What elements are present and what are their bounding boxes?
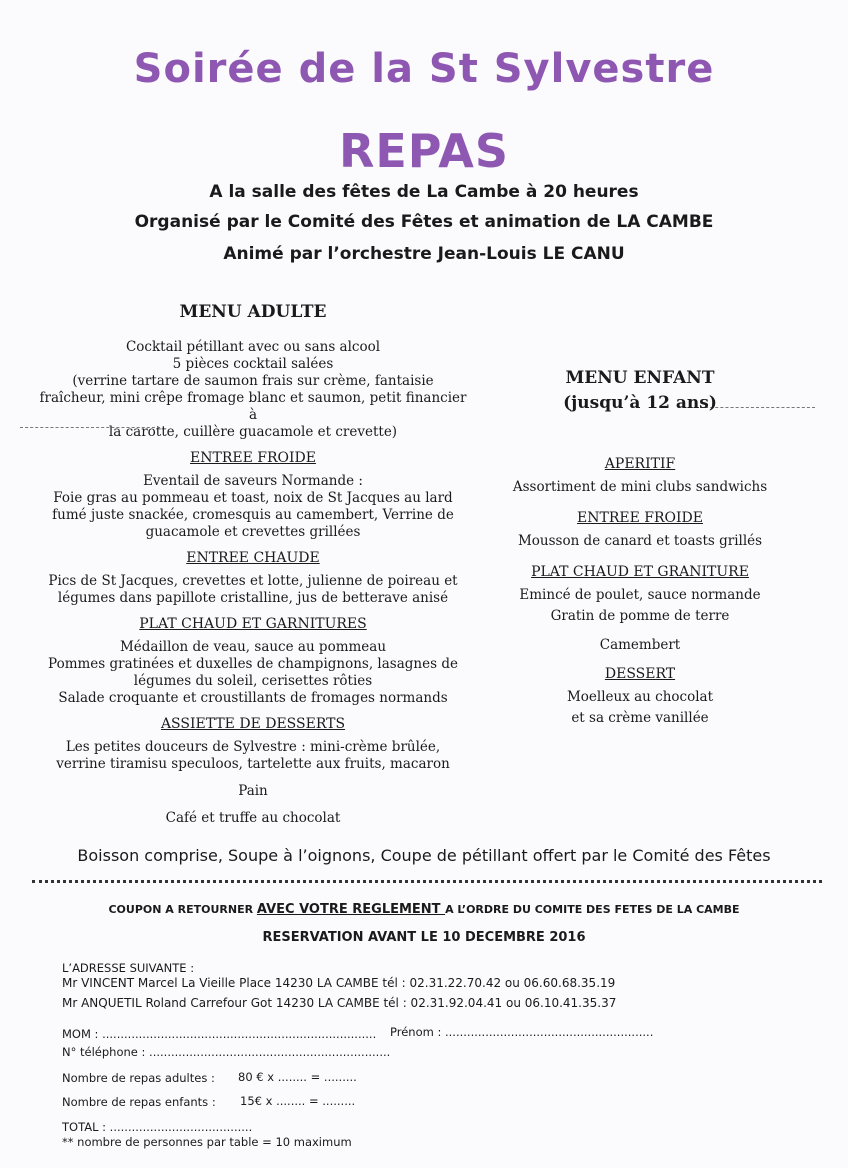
section-heading: ASSIETTE DE DESSERTS — [160, 716, 346, 732]
menu-line: (verrine tartare de saumon frais sur crème, fantaisie — [72, 373, 434, 389]
event-subtitle: REPAS — [338, 124, 510, 178]
menu-line: Pics de St Jacques, crevettes et lotte, julienne de poireau et — [48, 573, 458, 589]
coupon-emphasis: AVEC VOTRE REGLEMENT — [256, 902, 446, 917]
menu-line: Café et truffe au chocolat — [165, 810, 341, 826]
menu-line: Cocktail pétillant avec ou sans alcool — [125, 339, 381, 355]
contact-vincent: Mr VINCENT Marcel La Vieille Place 14230 LA CAMBE tél : 02.31.22.70.42 ou 06.60.68.35.19 — [62, 976, 616, 990]
menu-line: Foie gras au pommeau et toast, noix de St Jacques au lard — [53, 490, 453, 506]
menu-line: Salade croquante et croustillants de fromages normands — [58, 690, 448, 706]
child-menu-heading: MENU ENFANT — [565, 368, 715, 388]
event-title: Soirée de la St Sylvestre — [133, 46, 715, 92]
menu-line: Emincé de poulet, sauce normande — [519, 587, 761, 603]
menu-line: légumes dans papillote cristalline, jus de betterave anisé — [57, 590, 449, 606]
nom-field[interactable]: MOM : ........................................................................... — [62, 1027, 377, 1041]
adult-menu-heading: MENU ADULTE — [179, 302, 327, 322]
menu-line: Assortiment de mini clubs sandwichs — [512, 479, 768, 495]
menu-line: fumé juste snackée, cromesquis au camembert, Verrine de — [52, 507, 454, 523]
section-heading: ENTREE FROIDE — [190, 450, 316, 466]
section-heading: ENTREE FROIDE — [577, 510, 703, 526]
section-heading: DESSERT — [604, 666, 676, 682]
adult-menu — [38, 304, 468, 827]
menu-line: Camembert — [599, 637, 681, 653]
scan-line — [20, 427, 160, 428]
total-field[interactable]: TOTAL : ....................................... — [62, 1120, 253, 1134]
menu-line: Eventail de saveurs Normande : — [143, 473, 363, 489]
menu-line: Moelleux au chocolat — [566, 689, 714, 705]
reservation-deadline: RESERVATION AVANT LE 10 DECEMBRE 2016 — [262, 930, 586, 945]
coupon-text: COUPON A RETOURNER — [108, 903, 257, 916]
adult-count-label: Nombre de repas adultes : — [62, 1071, 215, 1085]
child-count-label: Nombre de repas enfants : — [62, 1095, 216, 1109]
section-heading: PLAT CHAUD ET GRANITURE — [531, 564, 749, 580]
child-count-field[interactable]: 15€ x ........ = ......... — [240, 1094, 356, 1108]
prenom-field[interactable]: Prénom : ......................................................... — [390, 1025, 654, 1039]
menu-line: Pain — [238, 783, 268, 799]
menu-line: Les petites douceurs de Sylvestre : mini-crème brûlée, — [65, 739, 441, 755]
menu-line: verrine tiramisu speculoos, tartelette aux fruits, macaron — [56, 756, 450, 772]
coupon-text: A L’ORDRE DU COMITE DES FETES DE LA CAMBE — [445, 903, 740, 916]
section-heading: APERITIF — [604, 456, 676, 472]
venue-line: A la salle des fêtes de La Cambe à 20 heures — [209, 182, 639, 202]
address-label: L’ADRESSE SUIVANTE : — [62, 961, 195, 975]
coupon-instructions — [0, 902, 848, 917]
menu-line: guacamole et crevettes grillées — [145, 524, 361, 540]
table-note: ** nombre de personnes par table = 10 maximum — [62, 1135, 352, 1149]
menu-line: Gratin de pomme de terre — [550, 608, 730, 624]
section-heading: PLAT CHAUD ET GARNITURES — [139, 616, 367, 632]
organizer-line: Organisé par le Comité des Fêtes et animation de LA CAMBE — [134, 212, 714, 232]
section-heading: ENTREE CHAUDE — [186, 550, 320, 566]
menu-line: légumes du soleil, cerisettes rôties — [133, 673, 373, 689]
adult-count-field[interactable]: 80 € x ........ = ......... — [238, 1070, 357, 1084]
telephone-field[interactable]: N° téléphone : .................................................................. — [62, 1045, 391, 1059]
menu-line: la carotte, cuillère guacamole et crevette) — [108, 424, 398, 440]
contact-anquetil: Mr ANQUETIL Roland Carrefour Got 14230 LA CAMBE tél : 02.31.92.04.41 ou 06.10.41.35.37 — [62, 996, 617, 1010]
cut-line — [32, 880, 822, 883]
boisson-line: Boisson comprise, Soupe à l’oignons, Coupe de pétillant offert par le Comité des Fêtes — [77, 846, 771, 865]
menu-line: 5 pièces cocktail salées — [172, 356, 334, 372]
menu-line: Pommes gratinées et duxelles de champignons, lasagnes de — [48, 656, 458, 672]
menu-line: fraîcheur, mini crêpe fromage blanc et saumon, petit financier à — [39, 390, 467, 423]
child-menu-age: (jusqu’à 12 ans) — [563, 393, 717, 413]
menu-line: Mousson de canard et toasts grillés — [517, 533, 763, 549]
menu-line: Médaillon de veau, sauce au pommeau — [119, 639, 387, 655]
child-menu — [500, 370, 780, 727]
menu-line: et sa crème vanillée — [571, 710, 709, 726]
orchestra-line: Animé par l’orchestre Jean-Louis LE CANU — [223, 244, 625, 264]
